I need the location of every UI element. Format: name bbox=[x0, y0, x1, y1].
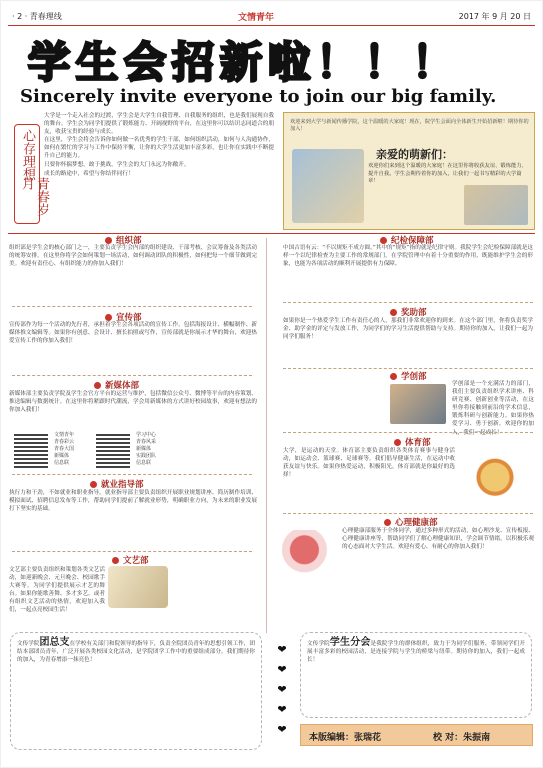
proof-label: 校 对：朱振南 bbox=[433, 733, 491, 743]
sec-xuexi-body: 学创部是一个充满活力的部门，我们主要负责组织学术讲座、科研竞赛、创新创业等活动，在这里你将接触到前沿的学术信息，锻炼科研与创新能力。如果你热爱学习、勇于创新，欢迎你的加入，我们一起成长！ bbox=[452, 381, 534, 436]
sec-tiyu-title: 体育部 bbox=[394, 436, 431, 448]
dot-icon bbox=[390, 373, 397, 380]
subheadline: Sincerely invite everyone to join our big family. bbox=[20, 86, 497, 107]
sec-tiyu-body: 大学，是运动的天堂。体育部主要负责组织各类体育赛事与健身活动，如运动会、篮球赛、足球赛等。我们倡导健康生活，在运动中收获友谊与快乐。如果你热爱运动，积极阳光，体育部就是你最好的选择！ bbox=[283, 448, 455, 479]
br-body: 是我院学生的群体组织，致力于为同学们服务，带领同学们开展丰富多彩的校园活动，是连接学院与学生的桥梁与纽带。期待你的加入，我们一起成长！ bbox=[307, 641, 525, 664]
intro-para-3: 只要你怀揣梦想，敢于挑战，学生会的大门永远为你敞开。 bbox=[44, 161, 190, 168]
side-label bbox=[14, 124, 49, 224]
sec-jijian-title: 纪检保障部 bbox=[380, 234, 434, 246]
page-header bbox=[8, 6, 535, 26]
dot-icon bbox=[105, 314, 112, 321]
headline: 学生会招新啦！！！ bbox=[28, 38, 461, 87]
sec-xinli-title: 心理健康部 bbox=[384, 516, 438, 528]
sec-xuexi-title: 学创部 bbox=[390, 370, 427, 382]
welcome-body: 欢迎你们来到这个温暖的大家庭！在这里你将收获友谊、锻炼能力、提升自我。学生会期待着你的加入，让我们一起书写精彩的大学篇章！ bbox=[368, 163, 527, 184]
welcome-caption: 欢迎来到大学与新闻传播学院，这个温暖的大家庭！现在，院学生会面向全体新生开始招新啦！期待你的加入！ bbox=[290, 119, 529, 132]
bl-title: 团总支 bbox=[39, 637, 70, 648]
heart-icon: ❤ bbox=[277, 683, 287, 696]
heart-column bbox=[272, 640, 292, 740]
sec-wenyi-body: 文艺部主要负责组织和策划各类文艺活动，如迎新晚会、元旦晚会、校园歌手大赛等，为同学们提供展示才艺的舞台。如果你能歌善舞、多才多艺，或者有组织文艺活动的热情，欢迎加入我们，一起点亮校园生活！ bbox=[9, 567, 105, 614]
intro-para-2: 在这里，学生会将会告诉你如何做一名优秀的学生干部，如何组织活动，如何与人沟通协作，如何在繁忙的学习与工作中保持平衡，让你的大学生活更加丰富多彩，也让你在实践中不断提升自己的能力。 bbox=[44, 137, 274, 160]
calligraphy-photo bbox=[108, 566, 168, 608]
issue-date: 2017 年 9 月 20 日 bbox=[458, 12, 531, 21]
intro-text bbox=[44, 112, 274, 230]
sec-zuzhi-title: 组织部 bbox=[105, 234, 142, 246]
dash-divider bbox=[283, 368, 533, 369]
dot-icon bbox=[394, 439, 401, 446]
sec-jijian-body: 中国古语有云：“不以规矩不成方圆。”其中的“规矩”指的就是纪律守则。我院学生会纪检保障部就是这样一个以纪律检查为主要工作的常规部门。在学院管理中有着十分重要的作用，既能维护学生会的形象，也能为各项活动的顺利开展提供有力保障。 bbox=[283, 245, 533, 268]
bottom-left-box bbox=[10, 632, 262, 750]
welcome-title: 亲爱的萌新们： bbox=[376, 148, 453, 161]
qr-code-icon bbox=[96, 434, 130, 468]
campus-photo bbox=[464, 185, 528, 225]
divider bbox=[8, 233, 535, 234]
bl-body: 在学校有关部门和院领导的指导下，负责全院团员青年的思想引领工作，团结本部团员青年，广泛开展各类校园文化活动，是学院团学工作中的重要组成部分。我们期待你的加入，为青春增添一抹亮色！ bbox=[17, 641, 255, 664]
welcome-photo bbox=[292, 149, 364, 223]
dash-divider bbox=[12, 375, 252, 376]
sec-xinli-body: 心理健康部服务于全体同学，通过多种形式的活动，如心理沙龙、宣传板报、心理健康讲座等，帮助同学们了解心理健康知识，学会调节情绪，以积极乐观的心态面对大学生活。欢迎有爱心、有耐心的你加入我们！ bbox=[342, 528, 534, 551]
qr-labels-a: 文情青年 青春彩云 青春大国 新媒体 信息联 bbox=[54, 432, 75, 466]
dash-divider bbox=[12, 306, 252, 307]
paper-name: 文情青年 bbox=[238, 13, 275, 23]
sec-jiuye-body: 执行力和干劲，不如就业和职业指导。就业指导部主要负责组织开展职业规划讲座、简历制作培训、模拟面试、招聘信息发布等工作，帮助同学们提前了解就业形势，明确职业方向，为未来的职业发展打下坚实的基础。 bbox=[9, 490, 257, 513]
intro-closing: 成长的路途中，希望与你结伴同行！ bbox=[44, 170, 134, 177]
editor-label: 本版编辑：张瑞花 bbox=[309, 733, 382, 743]
bottom-right-box bbox=[300, 632, 532, 718]
dash-divider bbox=[12, 474, 252, 475]
bl-prefix: 文传学院 bbox=[17, 641, 40, 647]
br-prefix: 文传学院 bbox=[307, 641, 330, 647]
sec-xinmeiti-title: 新媒体部 bbox=[94, 379, 139, 391]
sec-wenyi-title: 文艺部 bbox=[112, 554, 149, 566]
dot-icon bbox=[390, 309, 397, 316]
sec-xuanchuan-body: 宣传部作为每一个活动的先行者，承担着学生会各项活动的宣传工作，包括海报设计、横幅制作、新媒体推文编辑等。如果你有创意、会设计、擅长拍照或写作，宣传部就是你展示才华的舞台，欢迎热爱宣传工作的你加入我们！ bbox=[9, 322, 257, 345]
dot-icon bbox=[105, 237, 112, 244]
sec-xinmeiti-body: 新媒体部主要负责学院及学生会官方平台的运营与维护，包括微信公众号、微博等平台的内容策划、推送编辑与数据统计。在这里你将紧跟时代潮流，学会用新媒体的方式讲好校园故事，欢迎有想法的你加入我们！ bbox=[9, 391, 257, 414]
heart-icon: ❤ bbox=[277, 663, 287, 676]
fitness-photo bbox=[460, 454, 530, 512]
dash-divider bbox=[283, 432, 533, 433]
dash-divider bbox=[12, 551, 252, 552]
sec-jiuye-title: 就业指导部 bbox=[90, 478, 144, 490]
qr-labels-b: 学习中心 青春风采 新媒体 实践团队 信息联 bbox=[136, 432, 157, 466]
dot-icon bbox=[94, 382, 101, 389]
camera-photo bbox=[390, 384, 446, 424]
qr-code-icon bbox=[14, 434, 48, 468]
heart-icon: ❤ bbox=[277, 643, 287, 656]
welcome-box bbox=[283, 112, 535, 230]
editor-footer bbox=[300, 724, 533, 746]
sec-jiangli-body: 如果你是一个热爱学生工作有责任心的人，那我们非常欢迎你的到来。在这个部门里，你将负责奖学金、助学金的评定与发放工作，为同学们的学习生活提供帮助与支持。期待你的加入，让我们一起为同学们服务！ bbox=[283, 318, 533, 341]
dot-icon bbox=[112, 557, 119, 564]
side-label-bottom: 青春岁月 bbox=[19, 177, 49, 216]
qr-code-row bbox=[14, 432, 190, 470]
heart-photo bbox=[282, 530, 338, 574]
dash-divider bbox=[283, 513, 533, 514]
page-number: · 2 · 青春理线 bbox=[12, 12, 62, 21]
dot-icon bbox=[384, 519, 391, 526]
sec-xuanchuan-title: 宣传部 bbox=[105, 311, 142, 323]
br-title: 学生分会 bbox=[329, 637, 371, 648]
side-label-top: 心存理想 bbox=[20, 129, 35, 181]
dot-icon bbox=[90, 481, 97, 488]
dot-icon bbox=[380, 237, 387, 244]
intro-para-1: 大学是一个走入社会的过渡，学生会是大学生自我管理、自我服务的组织，也是我们展现自我的舞台。学生会为同学们提供了锻炼能力、开阔视野的平台，在这里你可以结识志同道合的朋友，收获宝贵的经验与成长。 bbox=[44, 113, 274, 136]
heart-icon: ❤ bbox=[277, 723, 287, 736]
sec-zuzhi-body: 组织部是学生会的核心部门之一，主要负责学生会内部的组织建设、干部考核、会议筹备及各类活动的统筹安排。在这里你将学会如何策划一场活动，如何调动团队的积极性，如何把每一个细节做到完美。欢迎有责任心、有组织能力的你加入我们！ bbox=[9, 245, 257, 268]
heart-icon: ❤ bbox=[277, 703, 287, 716]
dash-divider bbox=[283, 302, 533, 303]
sec-jiangli-title: 奖助部 bbox=[390, 306, 427, 318]
column-rule bbox=[266, 238, 267, 633]
